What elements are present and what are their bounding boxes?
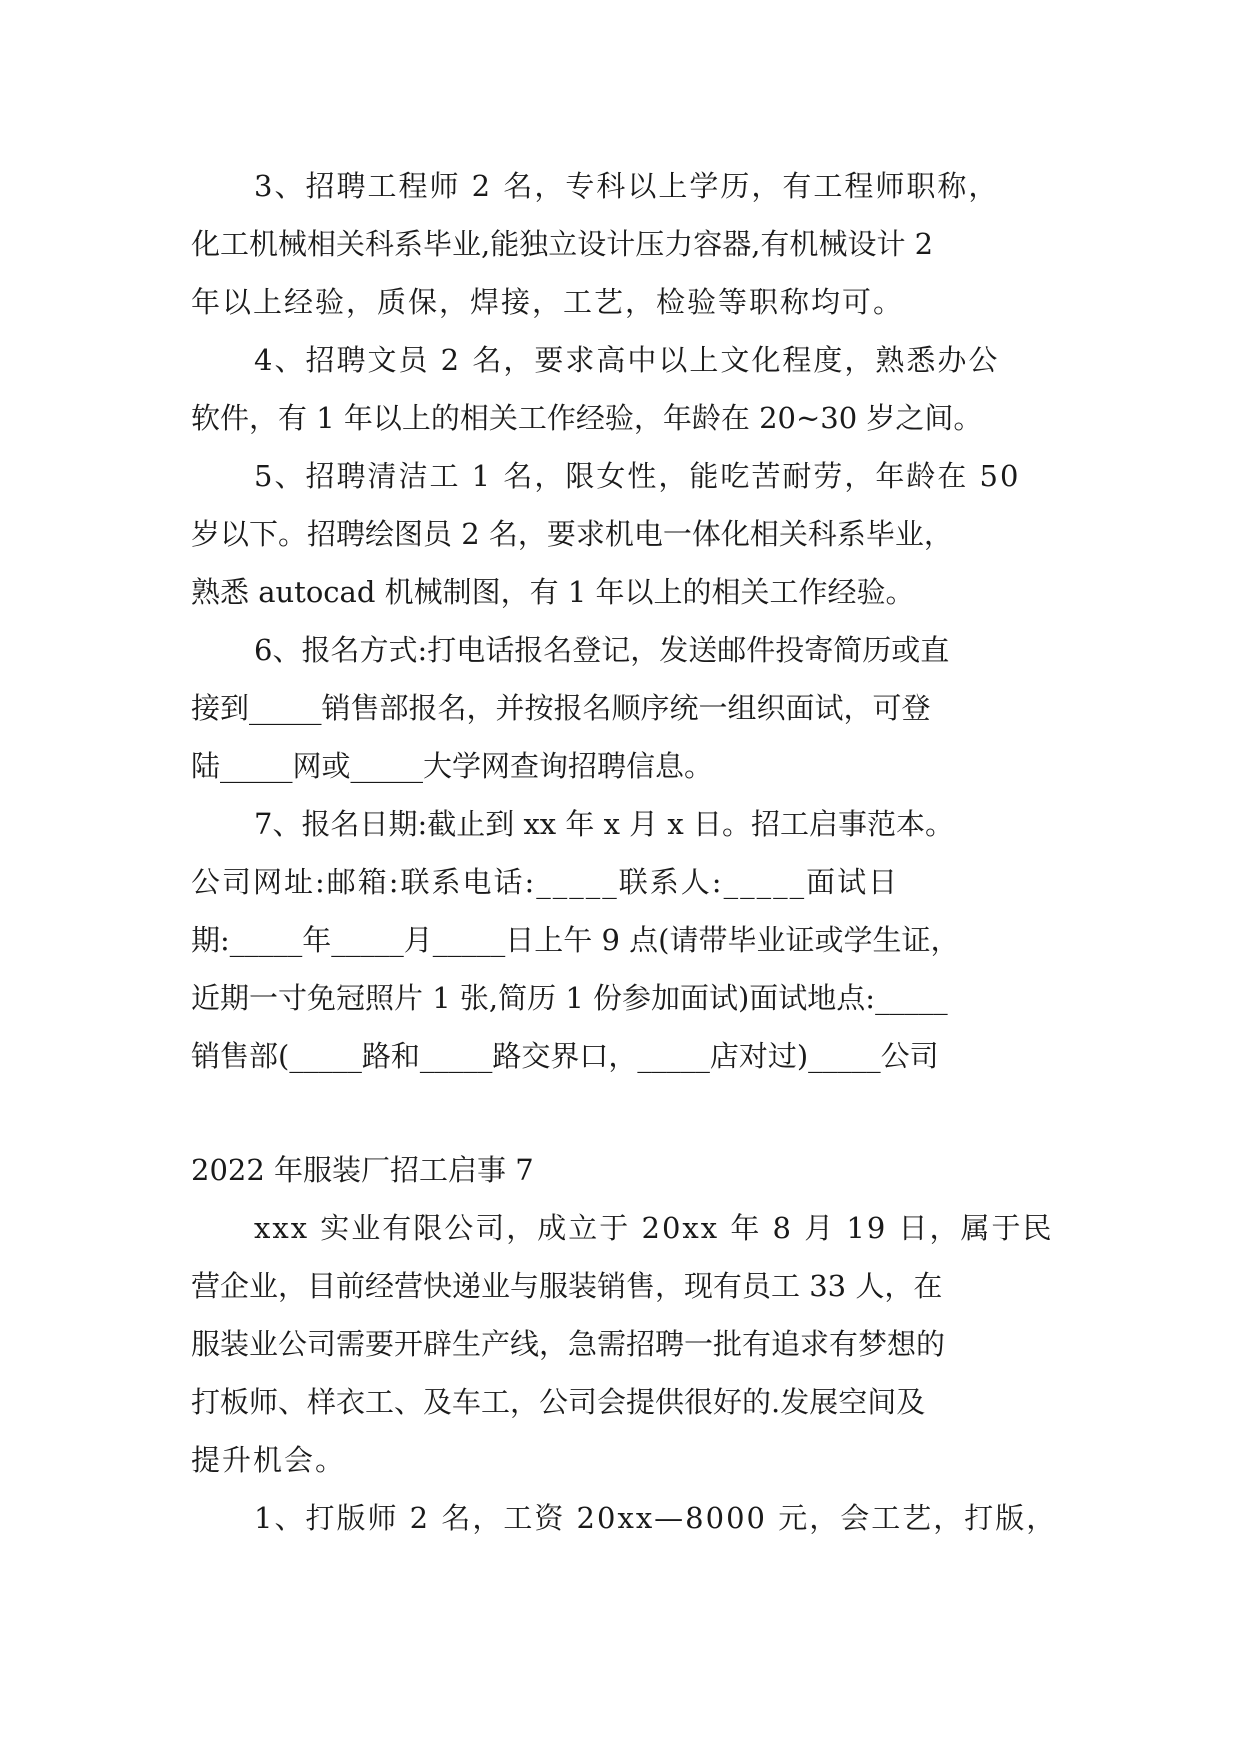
paragraph-line: 公司网址:邮箱:联系电话:_____联系人:_____面试日: [191, 865, 900, 899]
paragraph-line: 打板师、样衣工、及车工，公司会提供很好的.发展空间及: [191, 1385, 926, 1419]
paragraph-line: 熟悉 autocad 机械制图，有 1 年以上的相关工作经验。: [191, 575, 915, 609]
paragraph-line: 营企业，目前经营快递业与服装销售，现有员工 33 人，在: [191, 1269, 943, 1303]
paragraph-line: 近期一寸免冠照片 1 张,简历 1 份参加面试)面试地点:_____: [191, 981, 948, 1015]
paragraph-line: 岁以下。招聘绘图员 2 名，要求机电一体化相关科系毕业，: [191, 517, 953, 551]
paragraph-line: 期:_____年_____月_____日上午 9 点(请带毕业证或学生证，: [191, 923, 960, 957]
paragraph-line: 年以上经验，质保，焊接，工艺，检验等职称均可。: [191, 285, 905, 319]
paragraph-line: 化工机械相关科系毕业,能独立设计压力容器,有机械设计 2: [191, 227, 934, 261]
paragraph-line: 7、报名日期:截止到 xx 年 x 月 x 日。招工启事范本。: [254, 807, 954, 841]
paragraph-line: 1、打版师 2 名，工资 20xx—8000 元，会工艺，打版，: [254, 1501, 1058, 1535]
paragraph-line: xxx 实业有限公司，成立于 20xx 年 8 月 19 日，属于民: [254, 1211, 1054, 1245]
section-heading: 2022 年服装厂招工启事 7: [191, 1153, 534, 1187]
paragraph-line: 5、招聘清洁工 1 名，限女性，能吃苦耐劳，年龄在 50: [254, 459, 1021, 493]
paragraph-line: 接到_____销售部报名，并按报名顺序统一组织面试，可登: [191, 691, 931, 725]
paragraph-line: 软件，有 1 年以上的相关工作经验，年龄在 20~30 岁之间。: [191, 401, 983, 435]
paragraph-line: 服装业公司需要开辟生产线，急需招聘一批有追求有梦想的: [191, 1327, 946, 1361]
paragraph-line: 销售部(_____路和_____路交界口，_____店对过)_____公司: [191, 1039, 939, 1073]
paragraph-line: 陆_____网或_____大学网查询招聘信息。: [191, 749, 714, 783]
paragraph-line: 6、报名方式:打电话报名登记，发送邮件投寄简历或直: [254, 633, 950, 667]
paragraph-line: 4、招聘文员 2 名，要求高中以上文化程度，熟悉办公: [254, 343, 1000, 377]
paragraph-line: 3、招聘工程师 2 名，专科以上学历，有工程师职称，: [254, 169, 1000, 203]
paragraph-line: 提升机会。: [191, 1443, 347, 1477]
